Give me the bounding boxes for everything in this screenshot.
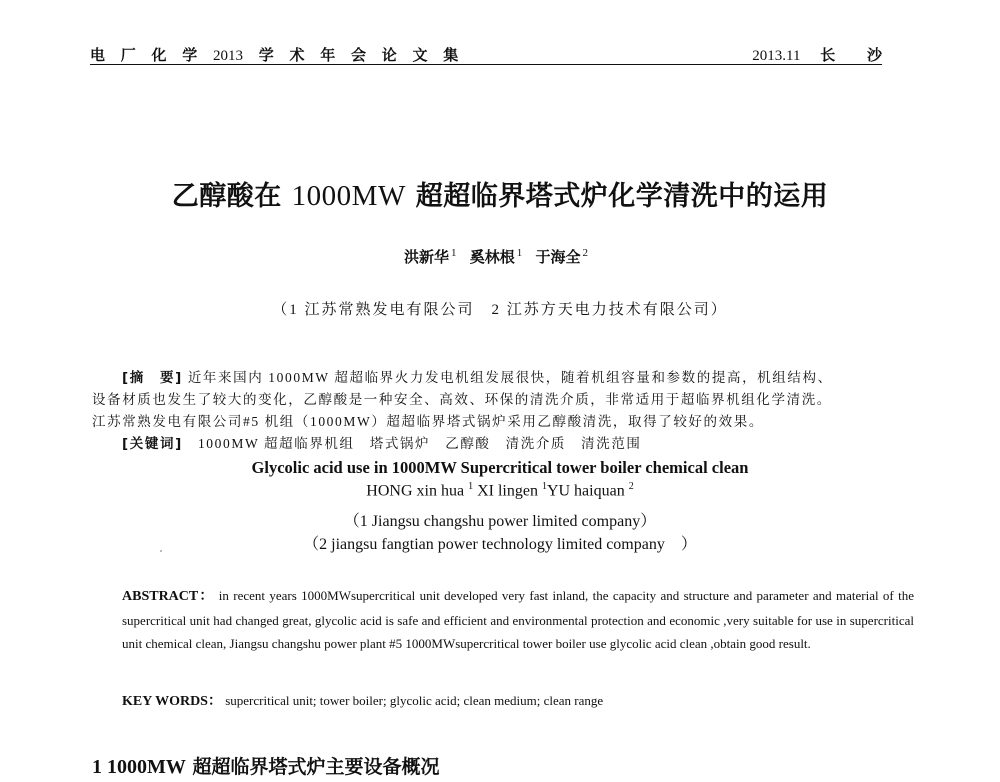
- scan-artifact: [160, 550, 162, 552]
- paper-title: [0, 174, 1000, 213]
- abstract-cn: [92, 367, 910, 455]
- abstract-en-text: in recent years 1000MWsupercritical unit developed very fast inland, the capacity and structure and parameter and material of the supercritical unit had changed great, glycolic acid is safe and efficient and environmental protection and economic ,very suitable for use in supercritical unit chemical clean, Jiangsu changshu power plant #5 1000MWsupercritical tower boiler use glycolic acid clean ,obtain good result.: [122, 588, 914, 651]
- author-affil-mark: 1: [468, 481, 474, 492]
- title-part2: 超超临界塔式炉化学清洗中的运用: [415, 181, 829, 212]
- english-affiliation-2: （2 jiangsu fangtian power technology limited company ）: [303, 536, 697, 553]
- journal-suffix: 学 术 年 会 论 文 集: [258, 48, 465, 64]
- journal-name: [90, 44, 464, 65]
- keywords-en-label: KEY WORDS：: [122, 694, 222, 709]
- conference-date: 2013.11: [752, 48, 801, 64]
- abstract-cn-label: [摘 要]: [122, 370, 183, 386]
- author-name: 洪新华: [403, 248, 449, 266]
- conference-info: [752, 44, 896, 65]
- abstract-en: [92, 584, 914, 656]
- abstract-cn-line2: 设备材质也发生了较大的变化，乙醇酸是一种安全、高效、环保的清洗介质，非常适用于超临界机组化学清洗。: [92, 392, 832, 407]
- abstract-en-label: ABSTRACT：: [122, 589, 215, 604]
- section-heading-1: [92, 752, 440, 779]
- author-affil-mark: 2: [628, 481, 634, 492]
- keywords-en-text: supercritical unit; tower boiler; glycolic acid; clean medium; clean range: [221, 693, 604, 708]
- english-affiliation-1: （1 Jiangsu changshu power limited company）: [343, 513, 657, 530]
- author-name-en: HONG xin hua: [366, 482, 465, 500]
- keywords-cn-label: [关键词]: [122, 436, 183, 452]
- title-part1: 乙醇酸在: [171, 181, 282, 212]
- keywords-cn: [92, 433, 910, 455]
- author-affil-mark: 1: [516, 247, 523, 259]
- author-affil-mark: 2: [582, 247, 588, 259]
- author-name: 奚林根: [469, 248, 515, 266]
- keywords-cn-text: 1000MW 超超临界机组 塔式锅炉 乙醇酸 清洗介质 清洗范围: [182, 436, 642, 451]
- author-list: [0, 246, 1000, 267]
- section-number: 1 1000MW: [92, 756, 186, 778]
- author-name: 于海全: [535, 248, 581, 266]
- abstract-en-paragraph: [92, 584, 914, 656]
- author-affil-mark: 1: [451, 247, 457, 259]
- keywords-en: [122, 690, 603, 710]
- affiliations-cn: （1 江苏常熟发电有限公司 2 江苏方天电力技术有限公司）: [272, 302, 728, 318]
- author-affil-mark: 1: [541, 481, 547, 492]
- title-capacity: 1000MW: [291, 180, 406, 212]
- section-title: 超超临界塔式炉主要设备概况: [185, 756, 440, 778]
- author-name-en: YU haiquan: [546, 482, 625, 500]
- english-title: Glycolic acid use in 1000MW Supercritical tower boiler chemical clean: [251, 458, 749, 477]
- journal-year: 2013: [213, 48, 244, 64]
- conference-place: 长 沙: [820, 48, 896, 64]
- running-header: [90, 44, 896, 65]
- abstract-cn-line3: 江苏常熟发电有限公司#5 机组（1000MW）超超临界塔式锅炉采用乙醇酸清洗，取得了较好的效果。: [92, 414, 764, 429]
- abstract-cn-line1: [92, 367, 910, 389]
- journal-prefix: 电 厂 化 学: [90, 48, 204, 64]
- author-name-en: XI lingen: [477, 482, 538, 500]
- abstract-cn-text1: 近年来国内 1000MW 超超临界火力发电机组发展很快，随着机组容量和参数的提高，机组结构、: [182, 370, 833, 385]
- english-authors: [0, 481, 1000, 500]
